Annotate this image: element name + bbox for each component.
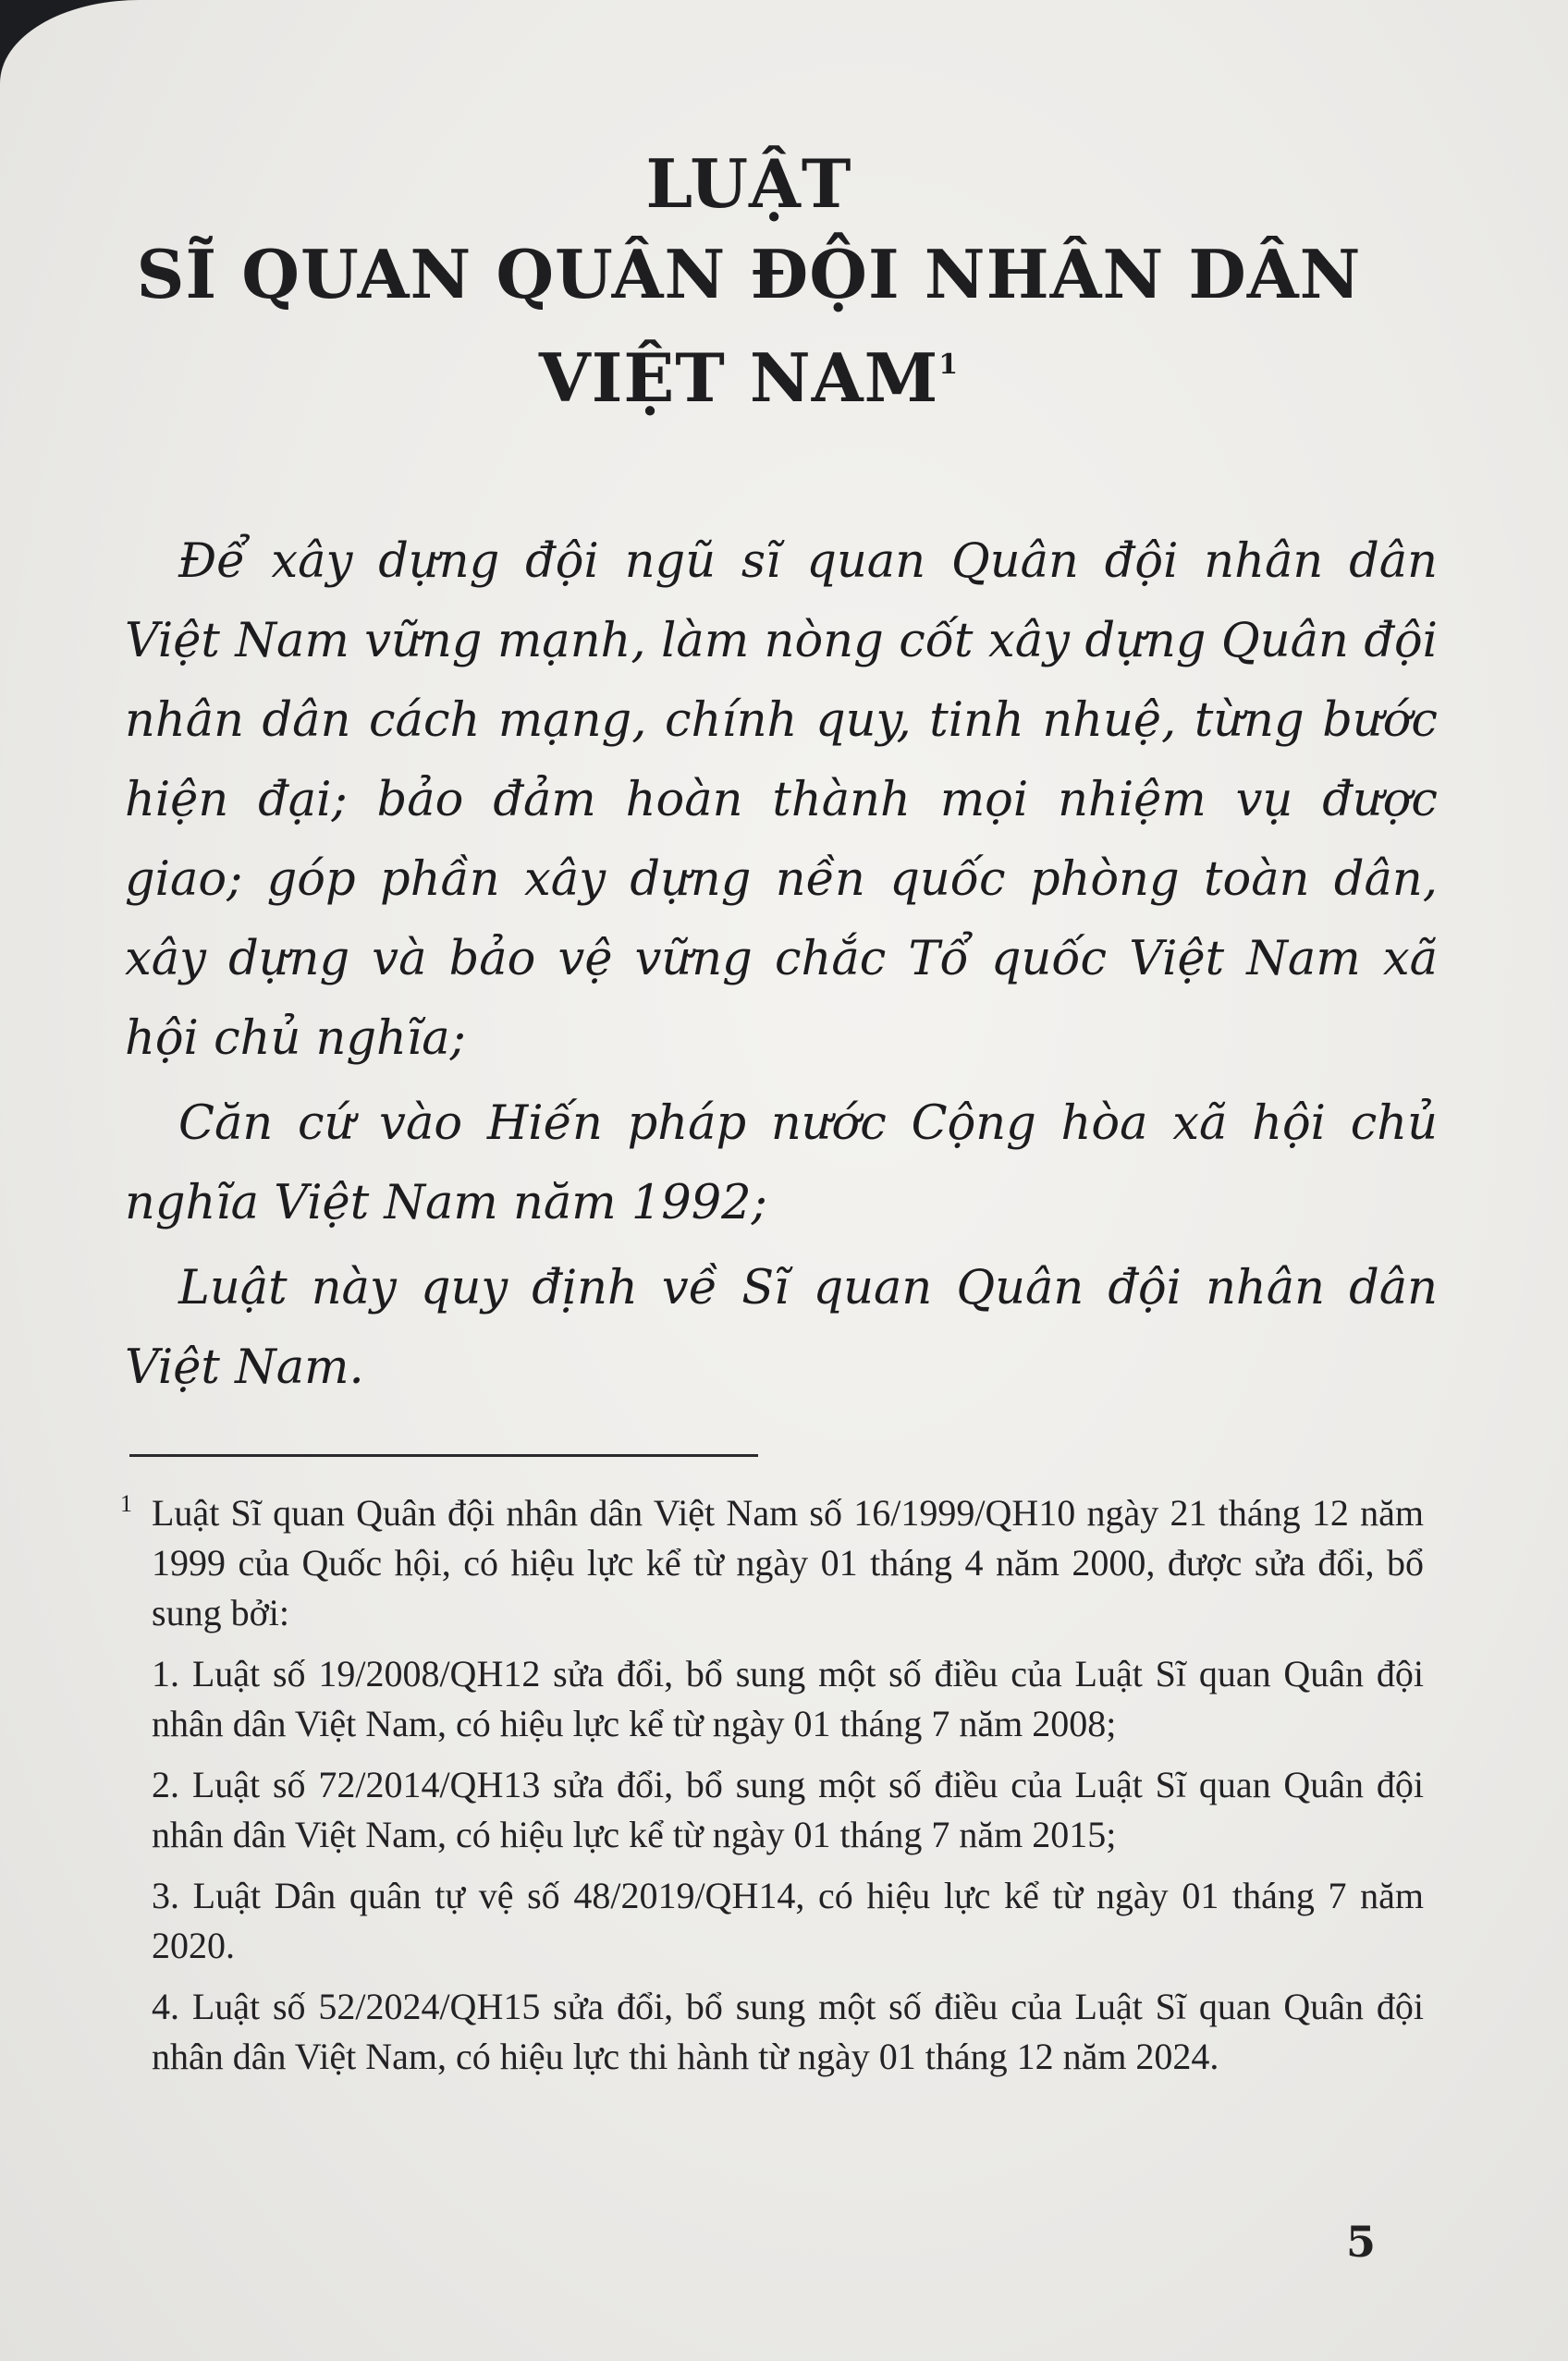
title-line-subject: SĨ QUAN QUÂN ĐỘI NHÂN DÂN	[136, 235, 1362, 313]
footnote-amendment-3: 3. Luật Dân quân tự vệ số 48/2019/QH14, có hiệu lực kể từ ngày 01 tháng 7 năm 2020.	[152, 1875, 1424, 1966]
footnote-text: Luật Sĩ quan Quân đội nhân dân Việt Nam số 16/1999/QH10 ngày 21 tháng 12 năm 1999 của Quốc hội, có hiệu lực kể từ ngày 01 tháng 4 năm 2000, được sửa đổi, bổ sung bởi:	[152, 1492, 1424, 1633]
footnote-amendment-2: 2. Luật số 72/2014/QH13 sửa đổi, bổ sung một số điều của Luật Sĩ quan Quân đội nhân dân Việt Nam, có hiệu lực kể từ ngày 01 tháng 7 năm 2015;	[152, 1764, 1424, 1855]
title-line-law: LUẬT	[645, 144, 852, 223]
footnote-section	[120, 1488, 1424, 2093]
footnote-divider	[129, 1454, 758, 1457]
footnote-amendment-1: 1. Luật số 19/2008/QH12 sửa đổi, bổ sung một số điều của Luật Sĩ quan Quân đội nhân dân Việt Nam, có hiệu lực kể từ ngày 01 tháng 7 năm 2008;	[152, 1653, 1424, 1744]
law-title	[129, 139, 1368, 423]
preamble-paragraph-scope: Luật này quy định về Sĩ quan Quân đội nhân dân Việt Nam.	[125, 1261, 1438, 1395]
preamble-paragraph-purpose: Để xây dựng đội ngũ sĩ quan Quân đội nhân dân Việt Nam vững mạnh, làm nòng cốt xây dựng Quân đội nhân dân cách mạng, chính quy, tinh nhuệ, từng bước hiện đại; bảo đảm hoàn thành mọi nhiệm vụ được giao; góp phần xây dựng nền quốc phòng toàn dân, xây dựng và bảo vệ vững chắc Tổ quốc Việt Nam xã hội chủ nghĩa;	[125, 534, 1438, 1066]
footnote-amendment-4: 4. Luật số 52/2024/QH15 sửa đổi, bổ sung một số điều của Luật Sĩ quan Quân đội nhân dân Việt Nam, có hiệu lực thi hành từ ngày 01 tháng 12 năm 2024.	[152, 1986, 1424, 2077]
title-country-text: VIỆT NAM	[538, 338, 939, 417]
footnote-marker: 1	[120, 1490, 132, 1517]
title-footnote-marker: 1	[938, 349, 960, 381]
footnote-main	[120, 1488, 1424, 1638]
title-line-country	[129, 320, 1368, 423]
preamble	[125, 522, 1438, 1413]
page-number: 5	[1346, 2217, 1377, 2267]
preamble-paragraph-basis: Căn cứ vào Hiến pháp nước Cộng hòa xã hội chủ nghĩa Việt Nam năm 1992;	[125, 1096, 1438, 1230]
